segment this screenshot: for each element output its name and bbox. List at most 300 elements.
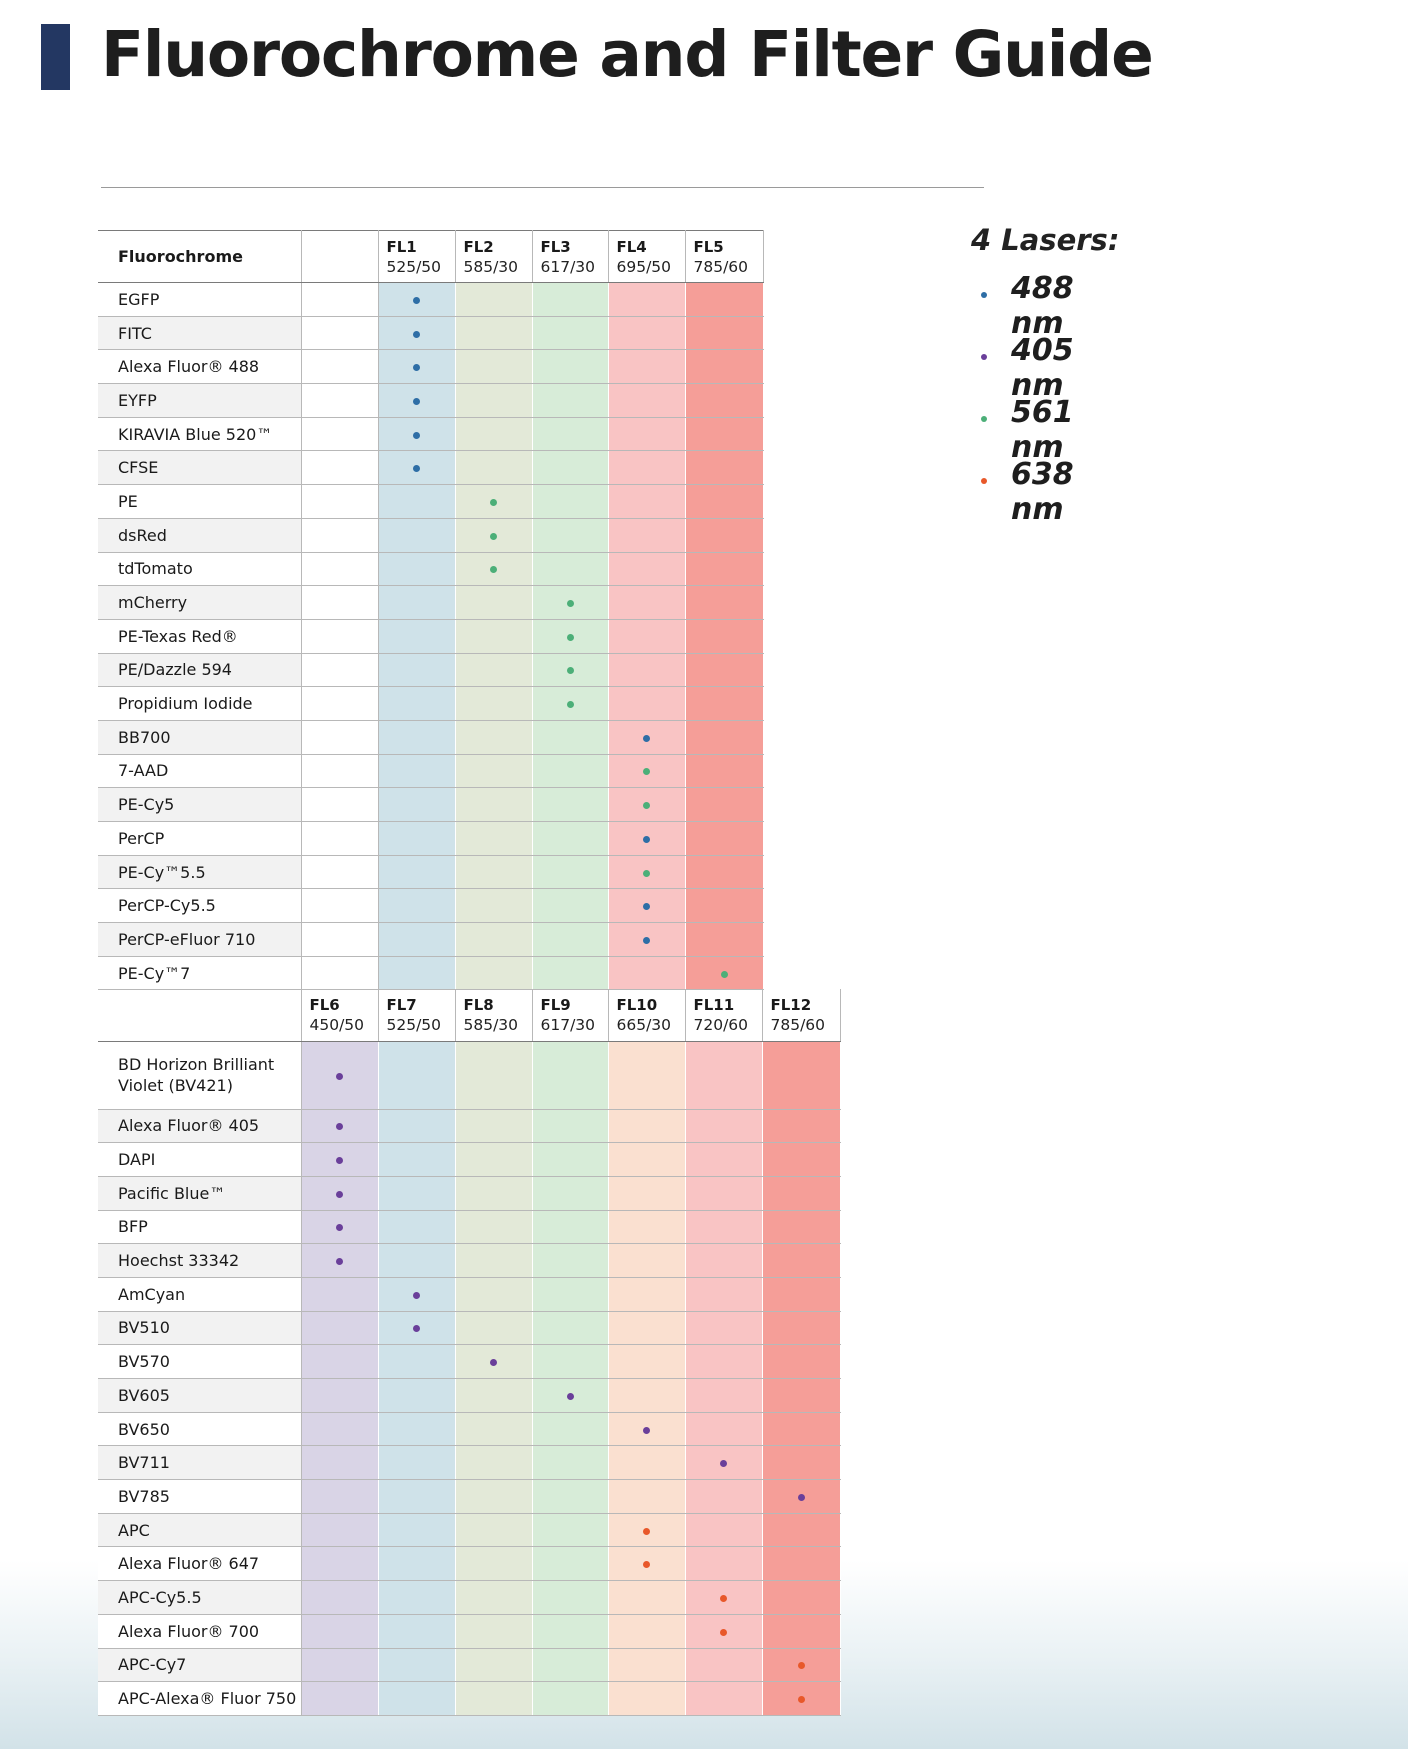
table-row [98, 384, 763, 418]
fluorochrome-name: dsRed [98, 518, 301, 552]
fluorochrome-name: CFSE [98, 451, 301, 485]
channel-cell [301, 1379, 378, 1413]
channel-cell [608, 1379, 685, 1413]
table-row [98, 619, 763, 653]
channel-cell [378, 788, 455, 822]
channel-cell [378, 1480, 455, 1514]
table-row [98, 1143, 840, 1177]
fluorochrome-name: Alexa Fluor® 488 [98, 350, 301, 384]
table-row [98, 1480, 840, 1514]
channel-cell [608, 1412, 685, 1446]
channel-cell [762, 1311, 840, 1345]
fluorochrome-name: APC [98, 1513, 301, 1547]
table-row [98, 283, 763, 317]
laser-dot-488 [413, 331, 420, 338]
channel-cell [532, 1379, 608, 1413]
table-row [98, 687, 763, 721]
channel-cell [378, 1210, 455, 1244]
channel-cell [455, 1446, 532, 1480]
channel-cell [455, 1277, 532, 1311]
channel-cell [685, 653, 763, 687]
channel-name: FL5 [693, 238, 724, 256]
channel-cell [378, 1277, 455, 1311]
channel-bandwidth: 525/50 [386, 1016, 442, 1034]
channel-cell [532, 1513, 608, 1547]
laser-dot-561 [490, 566, 497, 573]
table-row [98, 720, 763, 754]
laser-dot-561 [721, 971, 728, 978]
table-row [98, 586, 763, 620]
channel-cell [455, 1345, 532, 1379]
table-row [98, 1446, 840, 1480]
channel-cell [608, 451, 685, 485]
channel-cell [301, 1614, 378, 1648]
fluorochrome-name: EGFP [98, 283, 301, 317]
laser-legend-list [971, 271, 1119, 527]
blank-cell [301, 889, 378, 923]
laser-dot-405 [567, 1393, 574, 1400]
channel-cell [762, 1446, 840, 1480]
channel-cell [301, 1176, 378, 1210]
channel-cell [301, 1311, 378, 1345]
table-row [98, 316, 763, 350]
channel-cell [608, 1210, 685, 1244]
channel-cell [378, 1311, 455, 1345]
fluorochrome-name: PerCP-eFluor 710 [98, 923, 301, 957]
channel-cell [532, 754, 608, 788]
fluorochrome-name: PerCP [98, 822, 301, 856]
channel-cell [378, 283, 455, 317]
channel-cell [762, 1379, 840, 1413]
channel-cell [532, 687, 608, 721]
channel-cell [455, 1379, 532, 1413]
channel-header-fl5 [685, 231, 763, 283]
channel-cell [455, 1041, 532, 1109]
channel-cell [378, 855, 455, 889]
channel-cell [608, 1345, 685, 1379]
table-row [98, 889, 763, 923]
laser-wavelength: 405 nm [1011, 333, 1074, 403]
channel-cell [532, 1176, 608, 1210]
channel-name: FL1 [386, 238, 417, 256]
channel-header-fl9 [532, 989, 608, 1041]
channel-cell [455, 687, 532, 721]
channel-cell [378, 586, 455, 620]
table-row [98, 1581, 840, 1615]
fluorochrome-name: Alexa Fluor® 405 [98, 1109, 301, 1143]
table-row [98, 1210, 840, 1244]
channel-cell [685, 1682, 762, 1716]
blank-cell [301, 855, 378, 889]
channel-cell [378, 1412, 455, 1446]
fluorochrome-name: APC-Cy5.5 [98, 1581, 301, 1615]
channel-cell [608, 653, 685, 687]
fluorochrome-name: PE-Cy™7 [98, 956, 301, 990]
channel-cell [532, 956, 608, 990]
channel-cell [685, 720, 763, 754]
channel-cell [608, 1176, 685, 1210]
table-row [98, 956, 763, 990]
channel-cell [455, 552, 532, 586]
channel-cell [532, 1682, 608, 1716]
title-accent-bar [41, 24, 70, 90]
fluorochrome-name: PE-Texas Red® [98, 619, 301, 653]
channel-cell [378, 451, 455, 485]
channel-cell [685, 1581, 762, 1615]
channel-cell [762, 1210, 840, 1244]
channel-header-fl11 [685, 989, 762, 1041]
fluorochrome-name: BV570 [98, 1345, 301, 1379]
channel-cell [455, 283, 532, 317]
table-row [98, 754, 763, 788]
channel-header-fl2 [455, 231, 532, 283]
blank-cell [301, 283, 378, 317]
table-row [98, 1176, 840, 1210]
channel-cell [455, 855, 532, 889]
channel-name: FL3 [540, 238, 571, 256]
channel-cell [608, 1513, 685, 1547]
channel-cell [685, 485, 763, 519]
table-row [98, 788, 763, 822]
laser-dot-638 [720, 1629, 727, 1636]
channel-cell [301, 1682, 378, 1716]
channel-cell [762, 1614, 840, 1648]
channel-cell [685, 822, 763, 856]
laser-dot-405 [336, 1258, 343, 1265]
channel-cell [608, 720, 685, 754]
channel-cell [608, 283, 685, 317]
fluorochrome-name: PE/Dazzle 594 [98, 653, 301, 687]
channel-cell [532, 283, 608, 317]
channel-cell [532, 1244, 608, 1278]
fluorochrome-name: PE-Cy5 [98, 788, 301, 822]
channel-bandwidth: 665/30 [616, 1016, 672, 1034]
channel-cell [532, 619, 608, 653]
channel-cell [608, 855, 685, 889]
channel-name: FL7 [386, 996, 417, 1014]
channel-cell [378, 1345, 455, 1379]
channel-cell [685, 1210, 762, 1244]
channel-name: FL11 [693, 996, 735, 1014]
fluorochrome-name: APC-Alexa® Fluor 750 [98, 1682, 301, 1716]
channel-cell [685, 1311, 762, 1345]
fluorochrome-name: Hoechst 33342 [98, 1244, 301, 1278]
channel-header-fl6 [301, 989, 378, 1041]
channel-cell [378, 956, 455, 990]
laser-dot-561 [643, 768, 650, 775]
channel-cell [378, 1109, 455, 1143]
channel-cell [608, 1244, 685, 1278]
channel-cell [301, 1648, 378, 1682]
table-row [98, 485, 763, 519]
channel-cell [532, 316, 608, 350]
channel-cell [532, 1143, 608, 1177]
channel-cell [378, 485, 455, 519]
channel-cell [685, 417, 763, 451]
channel-cell [762, 1581, 840, 1615]
channel-cell [608, 316, 685, 350]
table-header-row [98, 989, 840, 1041]
channel-bandwidth: 695/50 [616, 258, 672, 276]
title-divider [101, 187, 984, 188]
blank-cell [301, 485, 378, 519]
table-row [98, 1277, 840, 1311]
channel-cell [762, 1648, 840, 1682]
blank-cell [301, 316, 378, 350]
channel-cell [532, 1041, 608, 1109]
fluorochrome-name: 7-AAD [98, 754, 301, 788]
channel-header-fl4 [608, 231, 685, 283]
fluorochrome-name: BV650 [98, 1412, 301, 1446]
table-row [98, 822, 763, 856]
channel-cell [455, 1244, 532, 1278]
blank-cell [301, 754, 378, 788]
channel-cell [608, 1682, 685, 1716]
laser-dot-638 [798, 1696, 805, 1703]
filter-table-bottom [98, 989, 841, 1716]
blank-cell [301, 350, 378, 384]
channel-cell [301, 1513, 378, 1547]
channel-cell [608, 822, 685, 856]
fluorochrome-name: BV711 [98, 1446, 301, 1480]
channel-cell [762, 1513, 840, 1547]
table-body [98, 1041, 840, 1715]
table-row [98, 1614, 840, 1648]
channel-cell [532, 889, 608, 923]
channel-cell [455, 956, 532, 990]
laser-wavelength: 561 nm [1011, 395, 1074, 465]
channel-cell [532, 653, 608, 687]
table-row [98, 1547, 840, 1581]
laser-wavelength: 638 nm [1011, 457, 1074, 527]
table-row [98, 923, 763, 957]
blank-cell [301, 720, 378, 754]
channel-cell [455, 1581, 532, 1615]
channel-cell [532, 552, 608, 586]
channel-cell [455, 350, 532, 384]
table-row [98, 1109, 840, 1143]
channel-cell [685, 1143, 762, 1177]
channel-cell [378, 923, 455, 957]
channel-cell [685, 586, 763, 620]
channel-cell [378, 653, 455, 687]
channel-cell [301, 1345, 378, 1379]
filter-table-top [98, 230, 764, 990]
channel-cell [685, 350, 763, 384]
blank-cell [301, 417, 378, 451]
blank-cell [301, 384, 378, 418]
channel-cell [685, 1041, 762, 1109]
channel-bandwidth: 785/60 [770, 1016, 826, 1034]
fluorochrome-name: KIRAVIA Blue 520™ [98, 417, 301, 451]
channel-bandwidth: 617/30 [540, 258, 596, 276]
laser-legend-item [971, 457, 1119, 527]
fluorochrome-name: Alexa Fluor® 700 [98, 1614, 301, 1648]
channel-name: FL8 [463, 996, 494, 1014]
channel-cell [685, 1648, 762, 1682]
laser-legend-item [971, 333, 1119, 403]
channel-cell [608, 1311, 685, 1345]
channel-cell [685, 1480, 762, 1514]
channel-cell [301, 1446, 378, 1480]
channel-cell [685, 316, 763, 350]
channel-cell [455, 518, 532, 552]
fluorochrome-name: Pacific Blue™ [98, 1176, 301, 1210]
channel-cell [378, 1648, 455, 1682]
channel-cell [685, 1547, 762, 1581]
fluorochrome-name: APC-Cy7 [98, 1648, 301, 1682]
table-row [98, 1041, 840, 1109]
fluorochrome-name: AmCyan [98, 1277, 301, 1311]
channel-cell [685, 1379, 762, 1413]
channel-header-fl7 [378, 989, 455, 1041]
header-blank-cell [98, 989, 301, 1041]
channel-cell [762, 1244, 840, 1278]
channel-cell [455, 417, 532, 451]
fluorochrome-name: BFP [98, 1210, 301, 1244]
channel-cell [455, 1682, 532, 1716]
laser-dot-488 [413, 465, 420, 472]
channel-cell [455, 619, 532, 653]
laser-legend [971, 223, 1120, 527]
channel-cell [378, 1547, 455, 1581]
channel-cell [685, 956, 763, 990]
fluorochrome-name: PE-Cy™5.5 [98, 855, 301, 889]
laser-legend-title: 4 Lasers: [971, 223, 1120, 257]
channel-cell [608, 1648, 685, 1682]
blank-cell [301, 788, 378, 822]
channel-cell [455, 923, 532, 957]
channel-cell [378, 1379, 455, 1413]
channel-cell [301, 1547, 378, 1581]
channel-cell [301, 1244, 378, 1278]
channel-bandwidth: 450/50 [309, 1016, 365, 1034]
channel-cell [685, 1412, 762, 1446]
laser-dot-405 [720, 1460, 727, 1467]
fluorochrome-name: Propidium Iodide [98, 687, 301, 721]
blank-cell [301, 923, 378, 957]
channel-cell [378, 384, 455, 418]
channel-cell [685, 855, 763, 889]
channel-cell [608, 1143, 685, 1177]
laser-dot-405 [336, 1123, 343, 1130]
channel-cell [301, 1480, 378, 1514]
laser-dot-488 [413, 364, 420, 371]
channel-name: FL6 [309, 996, 340, 1014]
channel-cell [455, 1143, 532, 1177]
channel-cell [532, 1581, 608, 1615]
channel-cell [455, 485, 532, 519]
fluorochrome-name: BB700 [98, 720, 301, 754]
laser-dot-561 [567, 600, 574, 607]
channel-header-fl3 [532, 231, 608, 283]
fluorochrome-name: BD Horizon Brilliant Violet (BV421) [98, 1041, 301, 1109]
channel-cell [685, 384, 763, 418]
channel-cell [685, 283, 763, 317]
channel-cell [378, 1143, 455, 1177]
channel-header-fl8 [455, 989, 532, 1041]
channel-cell [378, 687, 455, 721]
channel-cell [532, 720, 608, 754]
fluorochrome-name: BV785 [98, 1480, 301, 1514]
laser-dot-405 [643, 1427, 650, 1434]
channel-bandwidth: 617/30 [540, 1016, 596, 1034]
blank-cell [301, 552, 378, 586]
channel-cell [378, 316, 455, 350]
table-row [98, 518, 763, 552]
laser-dot-638 [981, 478, 987, 484]
laser-dot-561 [567, 634, 574, 641]
table-row [98, 1648, 840, 1682]
channel-cell [455, 384, 532, 418]
channel-cell [532, 417, 608, 451]
channel-cell [685, 1277, 762, 1311]
laser-dot-561 [567, 667, 574, 674]
channel-header-fl10 [608, 989, 685, 1041]
channel-cell [455, 451, 532, 485]
channel-cell [455, 1210, 532, 1244]
channel-cell [378, 1244, 455, 1278]
channel-cell [532, 1446, 608, 1480]
channel-cell [532, 384, 608, 418]
table-row [98, 1412, 840, 1446]
channel-cell [532, 1648, 608, 1682]
channel-cell [378, 1682, 455, 1716]
channel-cell [301, 1581, 378, 1615]
table-row [98, 552, 763, 586]
channel-cell [762, 1682, 840, 1716]
channel-cell [301, 1210, 378, 1244]
channel-cell [378, 350, 455, 384]
channel-cell [685, 518, 763, 552]
channel-cell [455, 720, 532, 754]
channel-cell [378, 720, 455, 754]
table-row [98, 451, 763, 485]
channel-cell [532, 485, 608, 519]
channel-cell [301, 1277, 378, 1311]
laser-dot-561 [981, 416, 987, 422]
channel-cell [608, 1446, 685, 1480]
channel-cell [685, 451, 763, 485]
laser-dot-638 [798, 1662, 805, 1669]
blank-cell [301, 619, 378, 653]
channel-cell [301, 1143, 378, 1177]
channel-cell [301, 1041, 378, 1109]
laser-dot-488 [643, 903, 650, 910]
channel-bandwidth: 720/60 [693, 1016, 749, 1034]
blank-cell [301, 822, 378, 856]
laser-wavelength: 488 nm [1011, 271, 1074, 341]
channel-cell [608, 1614, 685, 1648]
channel-cell [762, 1143, 840, 1177]
channel-cell [608, 956, 685, 990]
channel-cell [762, 1412, 840, 1446]
channel-bandwidth: 785/60 [693, 258, 749, 276]
laser-dot-561 [567, 701, 574, 708]
laser-dot-405 [413, 1292, 420, 1299]
laser-dot-638 [643, 1561, 650, 1568]
channel-cell [608, 1109, 685, 1143]
channel-cell [378, 822, 455, 856]
fluorochrome-name: Alexa Fluor® 647 [98, 1547, 301, 1581]
channel-cell [532, 1547, 608, 1581]
fluorochrome-name: BV510 [98, 1311, 301, 1345]
channel-name: FL4 [616, 238, 647, 256]
channel-cell [532, 586, 608, 620]
laser-dot-488 [643, 735, 650, 742]
channel-cell [762, 1109, 840, 1143]
laser-dot-488 [981, 292, 987, 298]
